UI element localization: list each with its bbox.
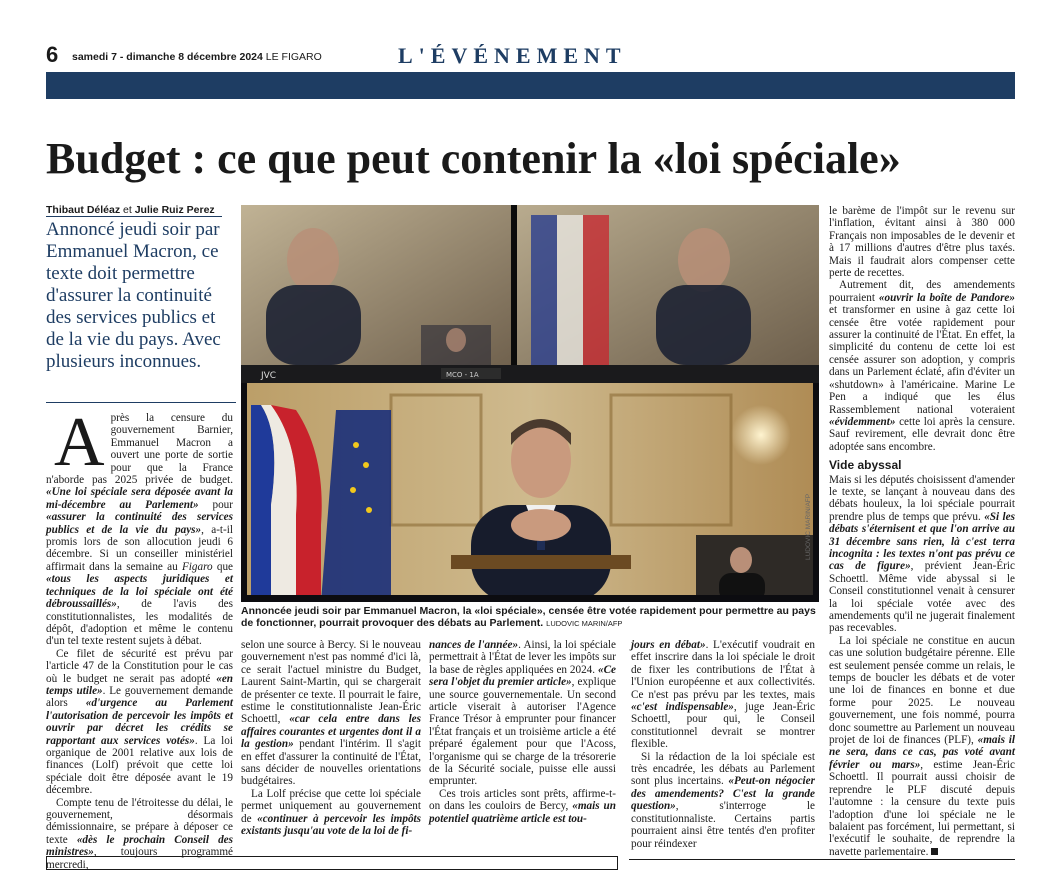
paragraph: nances de l'année». Ainsi, la loi spéciale permettrait à l'État de lever les impôts sur la base de règles appliquées en 2024. «Ce sera l'objet du premier article», explique une source gouvernementale. Un second article viserait à autoriser l'Agence France Trésor à emprunter pour financer l'État français et un troisième article a été préparé également pour que l'Acoss, l'organisme qui se charge de la trésorerie de la Sécurité sociale, puisse elle aussi emprunter. — [429, 639, 616, 788]
paragraph: Si la rédaction de la loi spéciale est très encadrée, les débats au Parlement sont plus incertains. «Peut-on négocier des amendements? C'est la grande question», s'interroge le constitutionnaliste. Certains partis pourraient ainsi être tentés d'en profiter pour réindexer — [631, 750, 815, 850]
deck-rule — [46, 402, 236, 403]
publication-name: LE FIGARO — [265, 51, 322, 63]
end-of-article-mark — [931, 848, 938, 855]
monitor-label: MCO - 1A — [446, 371, 479, 379]
bottom-rule — [629, 859, 1015, 860]
author-1: Thibaut Déléaz — [46, 204, 121, 216]
paragraph: jours en débat». L'exécutif voudrait en effet inscrire dans la loi spéciale le droit de fixer les contributions de l'État à l'Union européenne et aux collectivités. Ce n'est pas prévu par les textes, mais «c'est indispensable», juge Jean-Éric Schoettl, pour qui, le Conseil constitutionnel devrait se montrer flexible. — [631, 639, 815, 751]
paragraph: selon une source à Bercy. Si le nouveau gouvernement n'est pas nommé d'ici là, ce serait l'actuel ministre du Budget, Laurent Saint-Martin, qui se chargerait de présenter ce texte. Il pourrait le faire, estime le constitutionnaliste Jean-Éric Schoettl, «car cela entre dans les affaires courantes et urgentes dont il a la gestion» pendant l'intérim. Il s'agit en effet d'assurer la continuité de l'État, sans décider de nouvelles orientations budgétaires. — [241, 639, 421, 788]
drop-cap: A — [54, 404, 105, 481]
intertitle: Vide abyssal — [829, 458, 902, 473]
issue-date: samedi 7 - dimanche 8 décembre 2024 — [72, 51, 263, 63]
monitor-brand: JVC — [261, 371, 277, 381]
bottom-box-edge — [46, 856, 618, 870]
paragraph: Autrement dit, des amendements pourraient «ouvrir la boîte de Pandore» et transformer en usine à gaz cette loi censée être votée rapidement pour assurer la continuité de l'État. En effet, la simplicité du contenu de cette loi est censée assurer son adoption, y compris dans un Parlement éclaté, afin d'éviter un «shutdown» à l'américaine. Marine Le Pen a indiqué que les élus Rassemblement national voteraient «évidemment» cette loi après la censure. Sauf revirement, elle devrait donc être adoptée sans encombre. — [829, 279, 1015, 453]
paragraph: Ce filet de sécurité est prévu par l'article 47 de la Constitution pour le cas où le budget ne serait pas adopté «en temps utile». Le gouvernement demande alors «d'urgence au Parlement l'autorisation de percevoir les impôts et ouvrir par décret les crédits se rapportant aux services votés». La loi organique de 2001 relative aux lois de finances (Lolf) prévoit que cette loi spéciale doit être déposée avant le 19 décembre. — [46, 647, 233, 797]
author-joiner: et — [123, 204, 132, 216]
photo-credit: LUDOVIC MARIN/AFP — [546, 619, 623, 628]
paragraph: Mais si les députés choisissent d'amender le texte, se lançant à nouveau dans des débats houleux, la loi spéciale pourrait prendre plus de temps que prévu. «Si les débats s'éternisent et que l'on arrive au 31 décembre sans rien, là c'est terra incognita : les textes n'ont pas prévu ce cas de figure», prévient Jean-Éric Schoettl. Même vide abyssal si le Conseil constitutionnel venait à censurer la loi spéciale votée avec des amendements qu'il ne jugerait finalement pas recevables. — [829, 473, 1015, 635]
paragraph: Compte tenu de l'étroitesse du délai, le gouvernement, désormais démissionnaire, se prépare à déposer ce texte «dès le prochain Conseil des ministres», toujours programmé mercredi, — [46, 796, 233, 871]
article-column-1 — [46, 404, 234, 871]
article-deck: Annoncé jeudi soir par Emmanuel Macron, ce texte doit permettre d'assurer la continuité des services publics et de la vie du pays. Avec plusieurs inconnues. — [46, 219, 221, 372]
article-column-2 — [241, 639, 421, 838]
byline-rule — [46, 216, 222, 217]
article-column-3 — [429, 639, 616, 825]
dateline — [72, 51, 322, 63]
section-title: L'ÉVÉNEMENT — [398, 43, 627, 68]
paragraph: La Lolf précise que cette loi spéciale permet uniquement au gouvernement de «continuer à percevoir les impôts existants jusqu'au vote de la loi de fi- — [241, 787, 421, 838]
article-column-5 — [829, 205, 1015, 858]
photo-illustration — [241, 205, 819, 602]
page-number: 6 — [46, 42, 59, 67]
byline — [46, 204, 215, 216]
article-headline: Budget : ce que peut contenir la «loi spéciale» — [46, 134, 901, 183]
article-photo — [241, 205, 819, 602]
photo-vertical-credit: LUDOVIC MARIN/AFP — [805, 493, 812, 560]
article-column-4 — [631, 639, 815, 850]
caption-text: Annoncée jeudi soir par Emmanuel Macron, la «loi spéciale», censée être votée rapidement pour permettre au pays de fonctionner, pourrait provoquer des débats au Parlement. — [241, 605, 816, 629]
author-2: Julie Ruiz Perez — [134, 204, 215, 216]
paragraph: Ces trois articles sont prêts, affirme-t-on dans les couloirs de Bercy, «mais un potentiel quatrième article est tou- — [429, 787, 617, 825]
photo-caption — [241, 605, 819, 630]
paragraph: La loi spéciale ne constitue en aucun cas une solution budgétaire pérenne. Elle est seulement pensée comme un relais, le temps de boucler les débats et de voter une loi de finances en bonne et due forme pour 2025. Le nouveau gouvernement, une fois nommé, pourra donc soumettre au Parlement un nouveau projet de loi de finances (PLF), «mais il ne sera, dans ce cas, pas voté avant février ou mars», estime Jean-Éric Schoettl. Il pourrait aussi choisir de reprendre le PLF discuté depuis l'automne : la censure du texte puis l'adoption d'une loi spéciale ne le balaient pas forcément, lui permettant, si l'exécutif le souhaite, de reprendre la navette parlementaire. — [829, 634, 1015, 858]
paragraph: Après la censure du gouvernement Barnier, Emmanuel Macron a ouvert une porte de sortie pour que la France n'aborde pas 2025 privée de budget. «Une loi spéciale sera déposée avant la mi-décembre au Parlement» pour «assurer la continuité des services publics et de la vie du pays», a-t-il promis lors de son allocution jeudi 6 décembre. Si un conseiller ministériel affirmait dans la semaine au Figaro que «tous les aspects juridiques et techniques de la loi spéciale ont été débroussaillés», de l'avis des constitutionnalistes, les modalités de dépôt, d'adoption et même le contenu d'un tel texte restent sujets à débat. — [46, 404, 234, 648]
paragraph: le barème de l'impôt sur le revenu sur l'inflation, évitant ainsi à 380 000 Français non imposables de le devenir et à 17 millions d'autres d'être plus taxés. Mais il faudrait alors compenser cette perte de recettes. — [829, 205, 1015, 280]
section-bar — [46, 72, 1015, 99]
